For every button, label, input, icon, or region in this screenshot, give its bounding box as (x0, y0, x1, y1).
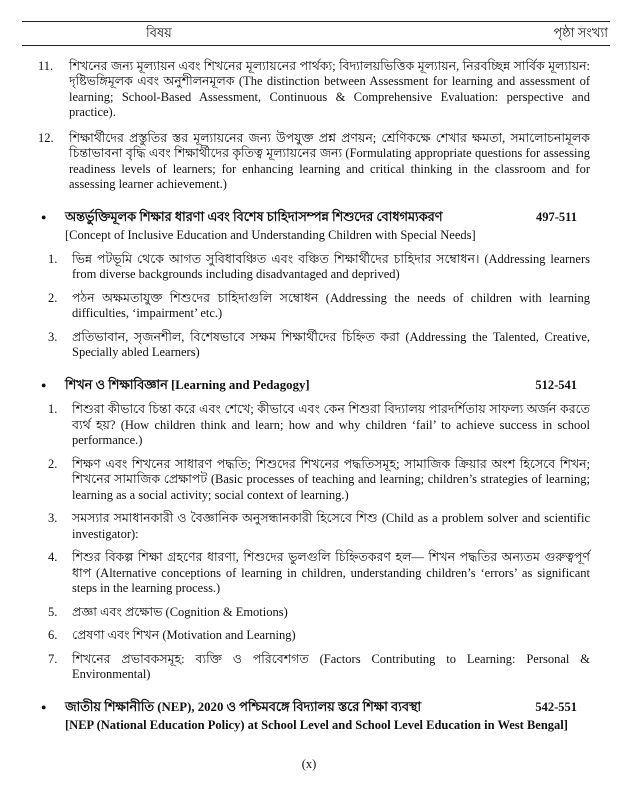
entry-number: 7. (48, 651, 58, 666)
entry-number: 6. (48, 628, 58, 642)
entry-number: 5. (48, 604, 58, 619)
entry-text: প্রেষণা এবং শিখন (Motivation and Learning) (72, 628, 296, 642)
section-learning-pedagogy (38, 378, 590, 683)
bullet-icon: ● (41, 211, 47, 222)
entry-number: 3. (48, 329, 58, 344)
subject-column-label: বিষয় (146, 25, 172, 40)
sub-entry-6 (38, 628, 590, 644)
section-heading (38, 700, 590, 717)
section-nep-2020 (38, 700, 590, 734)
section-subtitle: [Concept of Inclusive Education and Understanding Children with Special Needs] (65, 228, 476, 242)
section-title: শিখন ও শিক্ষাবিজ্ঞান [Learning and Pedagogy] (65, 377, 310, 392)
section-page-range: 497-511 (536, 209, 577, 224)
entry-number: 2. (48, 456, 58, 471)
entry-text: প্রতিভাবান, সৃজনশীল, বিশেষভাবে সক্ষম শিক্ষার্থীদের চিহ্নিত করা (Addressing the Talented, Creative, Specially abled Learners) (72, 329, 590, 359)
entry-text: সমস্যার সমাধানকারী ও বৈজ্ঞানিক অনুসন্ধানকারী হিসেবে শিশু (Child as a problem solver and scientific investigator): (72, 511, 590, 541)
sub-entry-1 (38, 252, 590, 283)
sub-entry-3 (38, 511, 590, 542)
entry-text: শিখনের জন্য মূল্যায়ন এবং শিখনের মূল্যায়নের পার্থক্য; বিদ্যালয়ভিত্তিক মূল্যায়ন, নিরবচ্ছিন্ন সার্বিক মূল্যায়ন: দৃষ্টিভঙ্গিমূলক এবং অনুশীলনমূলক (The distinction between Assessment for learning and assessment of learning; School-Based Assessment, Continuous & Comprehensive Evaluation: perspective and practice). (69, 58, 590, 119)
section-subtitle: [NEP (National Education Policy) at School Level and School Level Education in West Bengal] (65, 718, 568, 732)
entry-text: প্রজ্ঞা এবং প্রক্ষোভ (Cognition & Emotions) (72, 604, 288, 619)
section-heading (38, 210, 590, 227)
section-page-range: 512-541 (535, 377, 577, 392)
entry-number: 12. (38, 130, 54, 145)
section-item-list (38, 252, 590, 361)
entry-number: 3. (48, 511, 58, 525)
entry-text: শিক্ষার্থীদের প্রস্তুতির স্তর মূল্যায়নের জন্য উপযুক্ত প্রশ্ন প্রণয়ন; শ্রেণিকক্ষে শেখার ক্ষমতা, সমালোচনামূলক চিন্তাভাবনা বৃদ্ধি এবং শিক্ষার্থীদের কৃতিত্ব মূল্যায়নের জন্য (Formulating appropriate questions for assessing readiness levels of learners; for enhancing learning and critical thinking in the classroom and for assessing learner achievement.) (69, 130, 590, 191)
entry-number: 1. (48, 251, 58, 266)
section-item-list (38, 402, 590, 683)
sub-entry-4 (38, 550, 590, 597)
entry-text: পঠন অক্ষমতাযুক্ত শিশুদের চাহিদাগুলি সম্বোধন (Addressing the needs of children with learning difficulties, ‘impairment’ etc.) (72, 290, 590, 320)
section-inclusive-education (38, 210, 590, 361)
entry-number: 1. (48, 402, 58, 416)
entry-text: শিখনের প্রভাবকসমূহ: ব্যক্তি ও পরিবেশগত (Factors Contributing to Learning: Personal & Environmental) (72, 651, 590, 681)
entry-number: 2. (48, 290, 58, 305)
page-number-column-label: পৃষ্ঠা সংখ্যা (553, 25, 608, 40)
entry-text: শিশুরা কীভাবে চিন্তা করে এবং শেখে; কীভাবে এবং কেন শিশুরা বিদ্যালয় পারদর্শিতায় সাফল্য অর্জন করতে ব্যর্থ হয়? (How children think and learn; how and why children ‘fail’ to achieve success in school performance.) (72, 402, 590, 447)
toc-entry-11 (38, 59, 590, 121)
sub-entry-3 (38, 330, 590, 361)
section-title: অন্তর্ভুক্তিমূলক শিক্ষার ধারণা এবং বিশেষ চাহিদাসম্পন্ন শিশুদের বোধগম্যকরণ (65, 209, 443, 224)
section-heading (38, 378, 590, 395)
bullet-icon: ● (41, 701, 47, 712)
sub-entry-5 (38, 605, 590, 621)
entry-text: শিক্ষণ এবং শিখনের সাধারণ পদ্ধতি; শিশুদের শিখনের পদ্ধতিসমূহ; সামাজিক ক্রিয়ার অংশ হিসেবে শিখন; শিখনের সামাজিক প্রেক্ষাপট (Basic processes of teaching and learning; children’s strategies of learning; learning as a social activity; social context of learning.) (72, 456, 590, 502)
entry-text: ভিন্ন পটভূমি থেকে আগত সুবিধাবঞ্চিত এবং বঞ্চিত শিক্ষার্থীদের চাহিদার সম্বোধন। (Addressing learners from diverse backgrounds including disadvantaged and deprived) (72, 251, 590, 281)
sub-entry-2 (38, 457, 590, 504)
toc-entry-12 (38, 131, 590, 193)
page-folio: (x) (301, 756, 317, 771)
section-title: জাতীয় শিক্ষানীতি (NEP), 2020 ও পশ্চিমবঙ্গে বিদ্যালয় স্তরে শিক্ষা ব্যবস্থা (65, 699, 422, 714)
entry-number: 11. (38, 58, 54, 73)
sub-entry-7 (38, 652, 590, 683)
entry-text: শিশুর বিকল্প শিক্ষা গ্রহণের ধারণা, শিশুদের ভুলগুলি চিহ্নিতকরণ হল— শিখন পদ্ধতির অন্যতম গুরুত্বপূর্ণ ধাপ (Alternative conceptions of learning in children, understanding children’s ‘errors’ as significant steps in the learning process.) (72, 550, 590, 595)
bullet-icon: ● (41, 379, 47, 390)
toc-content (0, 46, 618, 734)
sub-entry-1 (38, 402, 590, 449)
entry-number: 4. (48, 550, 58, 564)
section-page-range: 542-551 (535, 699, 577, 714)
table-header (22, 21, 610, 46)
sub-entry-2 (38, 291, 590, 322)
